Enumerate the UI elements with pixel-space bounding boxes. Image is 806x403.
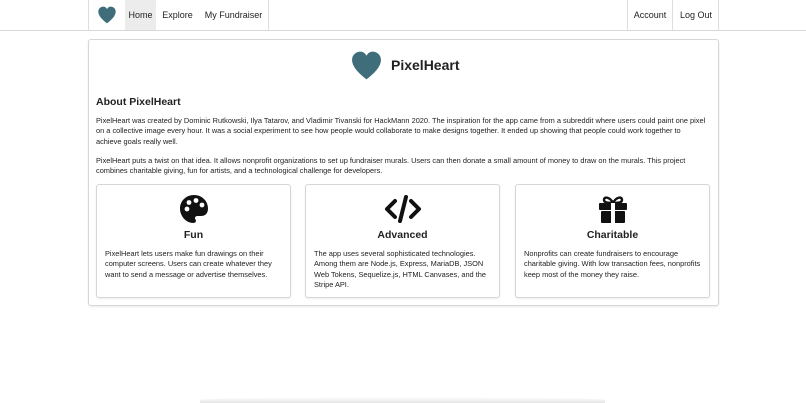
top-navbar [0,0,806,31]
feature-title: Fun [183,229,204,241]
brand-header [350,49,459,81]
feature-description: Nonprofits can create fundraisers to encourage charitable giving. With low transaction fees, nonprofits keep most of the money they raise. [524,249,701,279]
nav-logout-link[interactable]: Log Out [679,10,713,20]
about-card [88,39,719,306]
feature-card-charitable [515,184,710,298]
brand-name: PixelHeart [391,57,460,73]
feature-card-advanced [305,184,500,298]
code-icon [306,192,499,225]
heart-icon [350,50,383,81]
about-paragraph: PixelHeart was created by Dominic Rutkowski, Ilya Tatarov, and Vladimir Tivanski for HackMann 2020. The inspiration for the app came from a subreddit where users could paint one pixel on a collective image every hour. It was a social experiment to see how people would collaborate to make designs together. It ended up showing that people could work together to achieve goals really well. [96,116,706,146]
nav-account-link[interactable]: Account [627,0,673,30]
feature-card-fun [96,184,291,298]
about-heading: About PixelHeart [96,96,181,108]
palette-icon [97,192,290,225]
nav-explore-link[interactable]: Explore [162,10,193,20]
nav-home-link[interactable]: Home [125,0,156,30]
bottom-shadow [200,397,605,403]
feature-description: PixelHeart lets users make fun drawings on their computer screens. Users can create whatever they want to send a message or advertise themselves. [105,249,272,279]
gift-icon [516,192,709,225]
feature-title: Advanced [377,229,428,241]
navbar-menu [88,0,719,31]
nav-my-fundraiser-link[interactable]: My Fundraiser [199,0,269,30]
feature-title: Charitable [586,229,639,241]
feature-description: The app uses several sophisticated technologies. Among them are Node.js, Express, MariaDB, JSON Web Tokens, Sequelize.js, HTML Canvases, and the Stripe API. [314,249,486,290]
nav-logo-link[interactable] [89,0,125,30]
heart-icon [97,6,117,24]
about-paragraph: PixelHeart puts a twist on that idea. It allows nonprofit organizations to set up fundraiser murals. Users can then donate a small amount of money to draw on the murals. This project combines charitable giving, fun for artists, and a technological challenge for developers. [96,156,686,176]
